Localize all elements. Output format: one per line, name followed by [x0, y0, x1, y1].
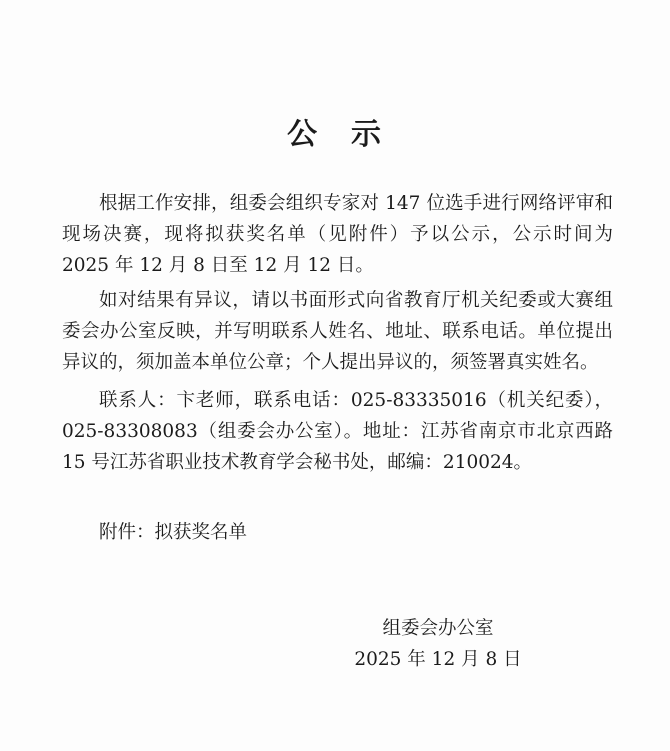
paragraph-objection-procedure: 如对结果有异议，请以书面形式向省教育厅机关纪委或大赛组委会办公室反映，并写明联系人姓名、地址、联系电话。单位提出异议的，须加盖本单位公章；个人提出异议的，须签署真实姓名。	[62, 290, 613, 373]
paragraph-review-overview: 根据工作安排，组委会组织专家对 147 位选手进行网络评审和现场决赛，现将拟获奖名单（见附件）予以公示，公示时间为 2025 年 12 月 8 日至 12 月 12 日。	[62, 193, 613, 276]
notice-body	[62, 188, 613, 675]
signature-date: 2025 年 12 月 8 日	[354, 649, 522, 670]
attachment-line: 附件：拟获奖名单	[99, 522, 248, 543]
paragraph-contact-info: 联系人：卞老师，联系电话：025-83335016（机关纪委），025-83308083（组委会办公室）。地址：江苏省南京市北京西路 15 号江苏省职业技术教育学会秘书处，邮编：210024。	[62, 390, 613, 473]
signature-office: 组委会办公室	[382, 618, 494, 639]
signature-block	[298, 613, 578, 675]
notice-title: 公 示	[287, 117, 383, 152]
